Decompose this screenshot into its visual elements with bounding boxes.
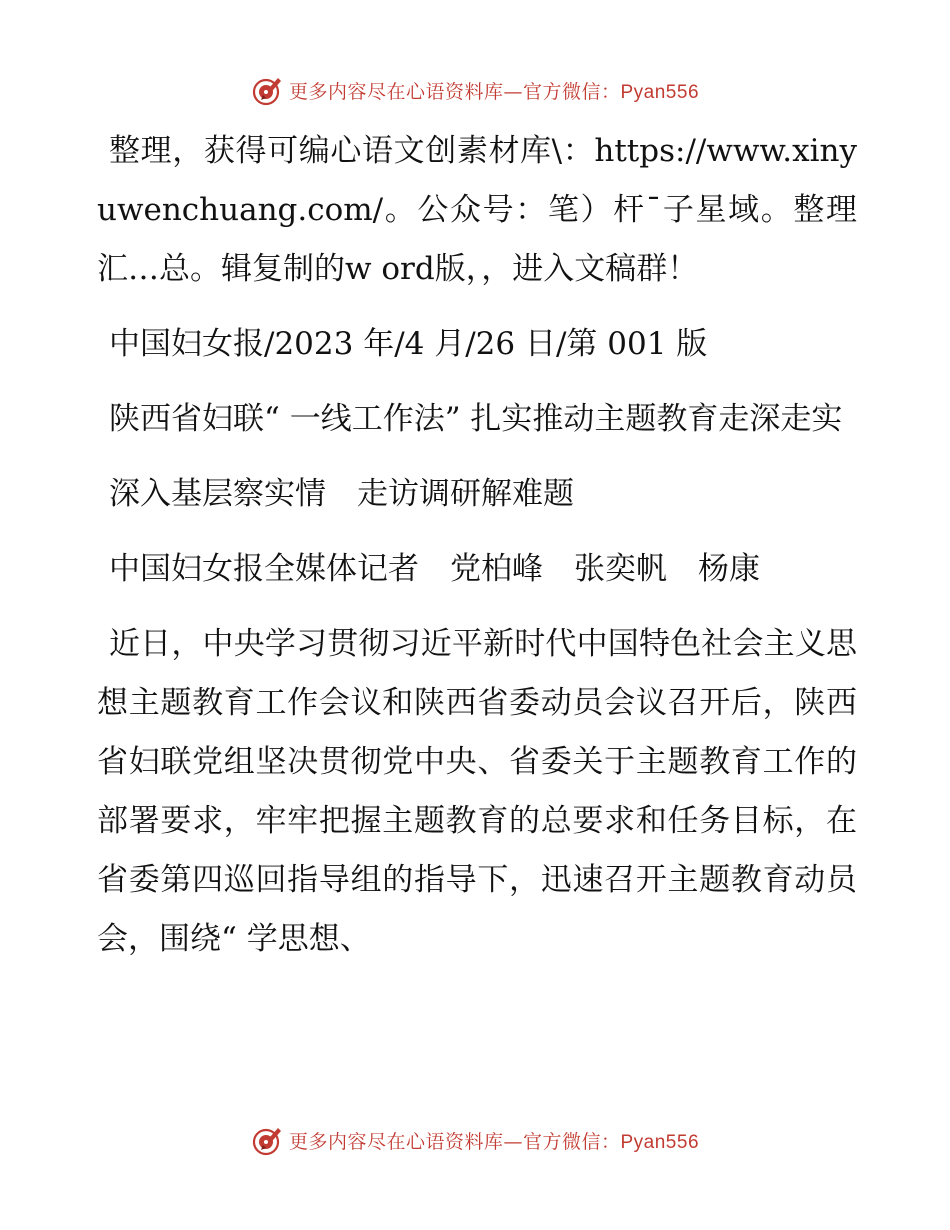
body-paragraph: 近日，中央学习贯彻习近平新时代中国特色社会主义思想主题教育工作会议和陕西省委动员会议召开后，陕西省妇联党组坚决贯彻党中央、省委关于主题教育工作的部署要求，牢牢把握主题教育的总要求和任务目标，在省委第四巡回指导组的指导下，迅速召开主题教育动员会，围绕“ 学思想、: [97, 626, 857, 957]
banner-text: 更多内容尽在心语资料库—官方微信：Pyan556: [288, 80, 700, 103]
dateline: 中国妇女报/2023 年/4 月/26 日/第 001 版: [109, 326, 708, 362]
headline: 陕西省妇联“ 一线工作法” 扎实推动主题教育走深走实: [109, 401, 843, 437]
wechat-id: Pyan556: [620, 81, 700, 103]
footer-banner: [0, 1120, 950, 1160]
intro-paragraph: 整理，获得可编心语文创素材库\：https://www.xinyuwenchuang.com/。公众号：笔）杆¯子星域。整理汇…总。辑复制的w ord版，，进入文稿群！: [97, 133, 857, 287]
article-content: [97, 122, 857, 985]
pen-logo-icon: [251, 73, 285, 107]
subheadline: 深入基层察实情 走访调研解难题: [109, 476, 574, 512]
banner-text: 更多内容尽在心语资料库—官方微信：Pyan556: [288, 1130, 700, 1153]
wechat-id: Pyan556: [620, 1131, 700, 1153]
byline: 中国妇女报全媒体记者 党柏峰 张奕帆 杨康: [109, 551, 760, 587]
header-banner: [0, 70, 950, 110]
pen-logo-icon: [251, 1123, 285, 1157]
